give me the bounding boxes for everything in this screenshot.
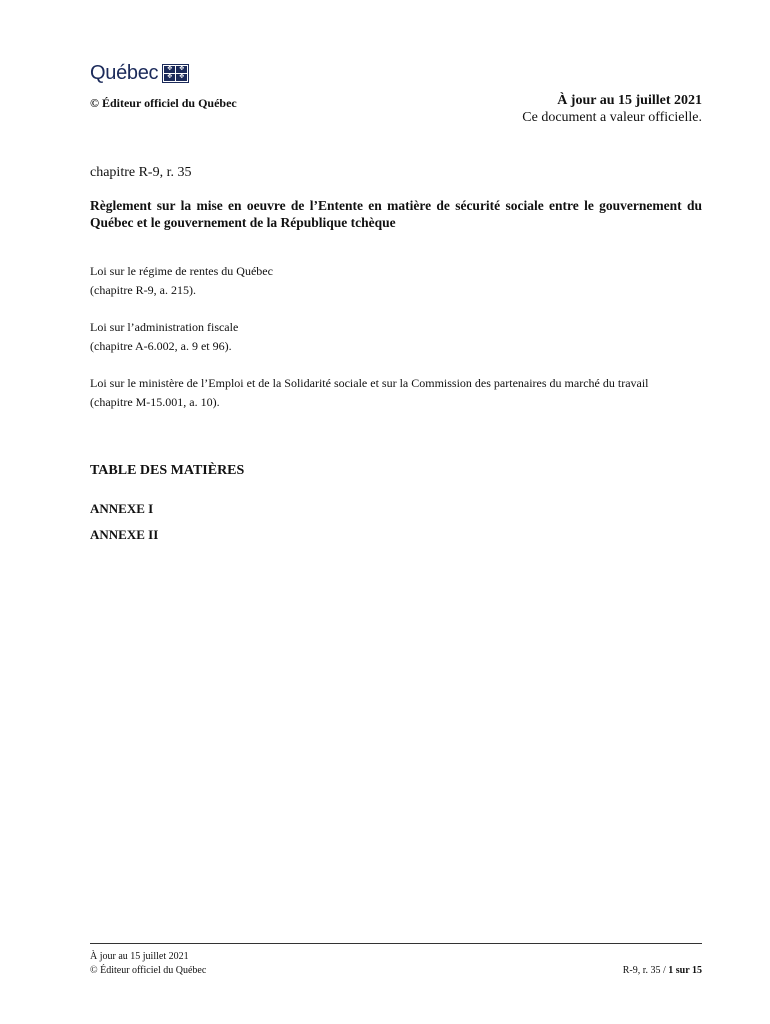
footer-left bbox=[90, 950, 206, 978]
law-name: Loi sur le régime de rentes du Québec bbox=[90, 264, 273, 278]
law-citation bbox=[90, 374, 649, 412]
quebec-logo bbox=[90, 62, 189, 85]
toc-item-annexe-2[interactable]: ANNEXE II bbox=[90, 527, 159, 542]
law-citation bbox=[90, 262, 273, 300]
table-of-contents-title: TABLE DES MATIÈRES bbox=[90, 463, 245, 478]
footer-divider bbox=[90, 943, 702, 944]
fleur-de-lis-flag-icon: ✥ ✥ ✥ ✥ bbox=[162, 64, 189, 83]
law-reference: (chapitre R-9, a. 215). bbox=[90, 283, 196, 297]
header-update-date: À jour au 15 juillet 2021 bbox=[557, 93, 702, 108]
footer-copyright: © Éditeur officiel du Québec bbox=[90, 965, 207, 976]
logo-wordmark: Québec bbox=[90, 62, 159, 84]
regulation-title: Règlement sur la mise en oeuvre de l’Entente en matière de sécurité sociale entre le gouvernement du Québec et le gouvernement de la République tchèque bbox=[90, 198, 702, 230]
chapter-reference: chapitre R-9, r. 35 bbox=[90, 165, 192, 180]
law-name: Loi sur le ministère de l’Emploi et de la Solidarité sociale et sur la Commission des partenaires du marché du travail bbox=[90, 376, 649, 390]
footer-page-ref: R-9, r. 35 / bbox=[622, 965, 669, 976]
footer-page-number bbox=[623, 965, 702, 976]
law-name: Loi sur l’administration fiscale bbox=[90, 320, 239, 334]
toc-item-annexe-1[interactable]: ANNEXE I bbox=[90, 501, 154, 516]
header-copyright: © Éditeur officiel du Québec bbox=[90, 96, 237, 110]
law-citation bbox=[90, 318, 238, 356]
law-reference: (chapitre M-15.001, a. 10). bbox=[90, 395, 220, 409]
official-status: Ce document a valeur officielle. bbox=[522, 110, 702, 125]
law-reference: (chapitre A-6.002, a. 9 et 96). bbox=[90, 339, 232, 353]
footer-update-date: À jour au 15 juillet 2021 bbox=[90, 951, 189, 962]
footer-page-count: 1 sur 15 bbox=[668, 965, 702, 976]
